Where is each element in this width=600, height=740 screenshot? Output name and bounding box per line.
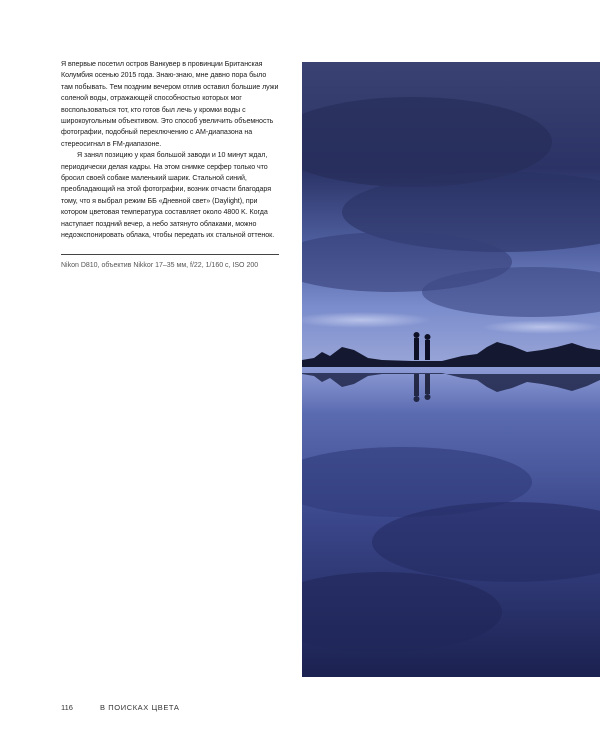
photo-caption: Nikon D810, объектив Nikkor 17–35 мм, f/22, 1/160 с, ISO 200 bbox=[61, 261, 259, 269]
body-paragraph-1: Я впервые посетил остров Ванкувер в провинции Британская Колумбия осенью 2015 года. Знаю-знаю, мне давно пора было там побывать. Тем поздним вечером отлив оставил большие лужи соленой воды, отражающей способностью которых мог воспользоваться тот, кто готов был лечь у кромки воды с широкоугольным объективом. Это способ увеличить объемность фотографии, подобный переключению с AM-диапазона на стереосигнал в FM-диапазоне. bbox=[61, 60, 279, 148]
page-number: 116 bbox=[61, 703, 73, 712]
photo-surfer-reflection bbox=[302, 62, 600, 677]
text-column bbox=[61, 59, 279, 271]
running-footer-title: В ПОИСКАХ ЦВЕТА bbox=[100, 703, 180, 712]
caption-divider bbox=[61, 254, 279, 255]
body-paragraph-2: Я занял позицию у края большой заводи и 10 минут ждал, периодически делая кадры. На этом снимке серфер только что бросил своей собаке маленький шарик. Стальной синий, преобладающий на этой фотографии, возник отчасти благодаря тому, что я выбрал режим ББ «Дневной свет» (Daylight), при котором цветовая температура составляет около 4800 K. Когда наступает поздний вечер, а небо затянуто облаками, можно недоэкспонировать облака, чтобы передать их стальной оттенок. bbox=[61, 151, 275, 240]
